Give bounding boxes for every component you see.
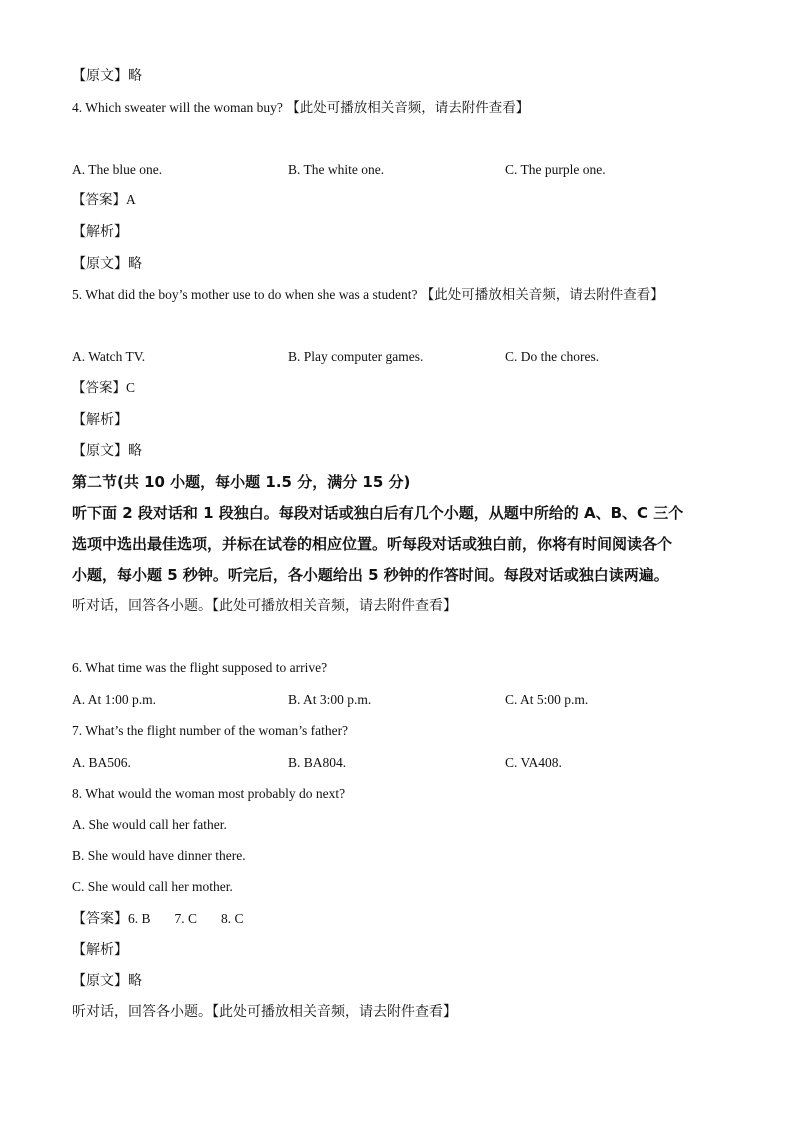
q6-8-answers [72,909,268,929]
q5-option-a: A. Watch TV. [72,349,146,364]
q8-option-a: A. She would call her father. [72,817,227,832]
q4-analysis: 【解析】 [72,224,128,240]
instructions-line-2: 选项中选出最佳选项，并标在试卷的相应位置。听每段对话或独白前，你将有时间阅读各个 [72,535,673,553]
answer-label: 【答案】 [72,911,128,927]
q4-option-c: C. The purple one. [505,162,606,177]
question-6: 6. What time was the flight supposed to arrive? [72,660,328,675]
q6-8-original-text: 【原文】略 [72,973,142,989]
question-7: 7. What’s the flight number of the woman’s father? [72,723,349,738]
q8-option-c: C. She would call her mother. [72,879,233,894]
question-5: 5. What did the boy’s mother use to do when she was a student? 【此处可播放相关音频，请去附件查看】 [72,287,664,302]
q7-option-b: B. BA804. [288,755,347,770]
q5-original-text: 【原文】略 [72,443,142,459]
q5-option-b: B. Play computer games. [288,349,424,364]
q7-option-a: A. BA506. [72,755,131,770]
answer-8: 8. C [221,911,244,926]
q8-option-b: B. She would have dinner there. [72,848,246,863]
q6-8-analysis: 【解析】 [72,942,128,958]
q4-option-b: B. The white one. [288,162,385,177]
q4-original-text: 【原文】略 [72,256,142,272]
question-4: 4. Which sweater will the woman buy? 【此处可播放相关音频，请去附件查看】 [72,100,530,115]
q7-option-c: C. VA408. [505,755,562,770]
q4-answer: 【答案】A [72,192,136,207]
instructions-line-1: 听下面 2 段对话和 1 段独白。每段对话或独白后有几个小题，从题中所给的 A、B、C 三个 [72,504,684,522]
instructions-line-3: 小题，每小题 5 秒钟。听完后，各小题给出 5 秒钟的作答时间。每段对话或独白读两遍。 [72,566,669,584]
q5-option-c: C. Do the chores. [505,349,600,364]
q6-option-a: A. At 1:00 p.m. [72,692,157,707]
q6-option-c: C. At 5:00 p.m. [505,692,589,707]
answer-6: 6. B [128,911,151,926]
section-title: 第二节(共 10 小题，每小题 1.5 分，满分 15 分) [72,473,411,491]
q4-option-a: A. The blue one. [72,162,163,177]
question-8: 8. What would the woman most probably do next? [72,786,346,801]
q5-answer: 【答案】C [72,380,136,395]
listen-instruction-1: 听对话，回答各小题。【此处可播放相关音频，请去附件查看】 [72,598,457,614]
original-text-note: 【原文】略 [72,68,142,84]
listen-instruction-2: 听对话，回答各小题。【此处可播放相关音频，请去附件查看】 [72,1004,457,1020]
q5-analysis: 【解析】 [72,412,128,428]
answer-7: 7. C [174,911,198,926]
q6-option-b: B. At 3:00 p.m. [288,692,372,707]
